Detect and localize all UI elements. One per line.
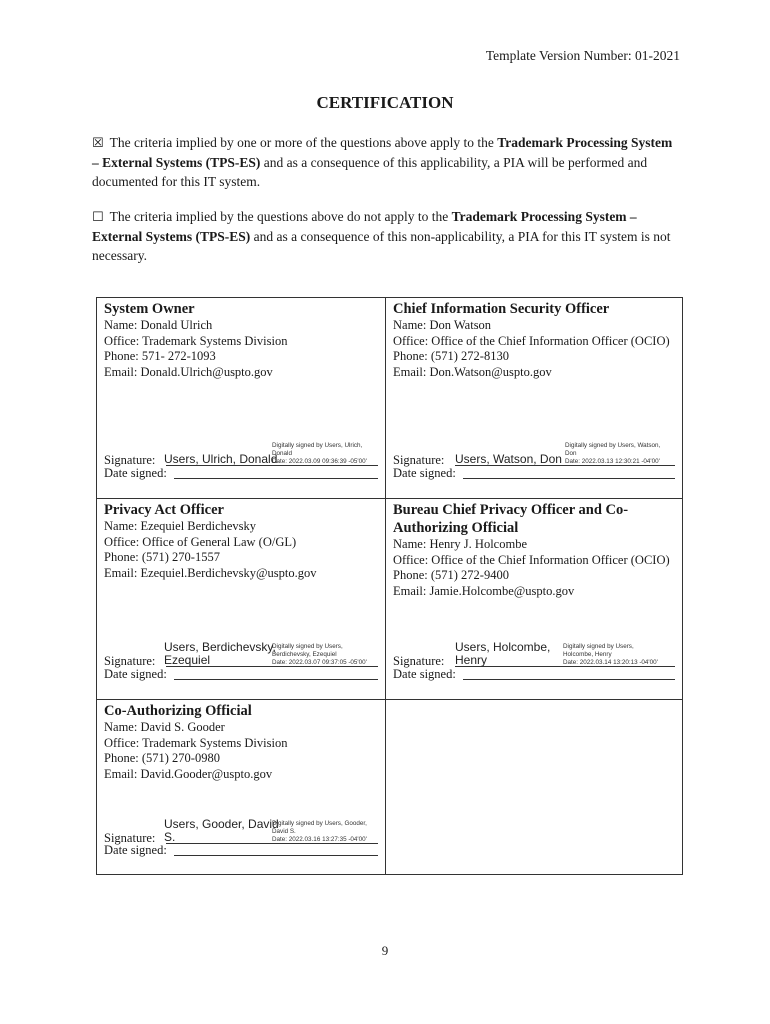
signature-row [393,629,675,669]
official-cell-bureau-chief-privacy-officer [386,499,683,700]
official-cell-co-authorizing-official [97,700,386,875]
official-role: Privacy Act Officer [104,502,224,518]
official-role: Chief Information Security Officer [393,301,610,317]
signer-name-line: Users, Watson, Don [455,452,562,466]
signature-label: Signature: [104,831,156,845]
official-info [104,702,378,782]
official-info [104,300,378,380]
official-cell-system-owner [97,298,386,499]
signer-name-line: Users, Berdichevsky, [164,640,276,654]
official-role: System Owner [104,301,195,317]
signature-detail-line: Digitally signed by Users, [563,643,634,650]
signature-row [104,428,378,468]
official-office: Office: Office of the Chief Information Officer (OCIO) [393,552,670,567]
checked-checkbox-icon[interactable]: ☒ [92,136,104,151]
official-info [104,501,378,581]
option-text-b: and as a consequence of this non-applicability, a PIA for this IT system is not necessary. [92,229,671,263]
option-text-b: and as a consequence of this applicability, a PIA will be performed and documented for this IT system. [92,155,648,189]
date-signed-label: Date signed: [104,843,167,857]
digital-signature-details [272,442,367,466]
official-email: Email: Donald.Ulrich@uspto.gov [104,364,273,379]
unchecked-checkbox-icon[interactable]: ☐ [92,210,104,225]
empty-cell [386,700,683,875]
signature-row [393,428,675,468]
official-role: Co-Authorizing Official [104,703,252,719]
official-role: Bureau Chief Privacy Officer and Co-Authorizing Official [393,502,629,536]
date-signed-row [104,465,378,481]
date-signed-field[interactable] [174,667,378,680]
date-signed-label: Date signed: [393,667,456,681]
date-signed-row [393,666,675,682]
official-email: Email: David.Gooder@uspto.gov [104,766,273,781]
signature-label: Signature: [393,453,445,467]
signature-detail-line: Digitally signed by Users, [272,643,343,650]
certification-option-not-applies [92,207,677,265]
signature-row [104,629,378,669]
signer-name-line: Users, Ulrich, Donald [164,452,278,466]
signature-detail-line: Digitally signed by Users, Gooder, [272,820,367,827]
official-email: Email: Jamie.Holcombe@uspto.gov [393,583,575,598]
digital-signature-details [272,820,367,844]
digital-signature-details [563,643,658,667]
date-signed-label: Date signed: [104,466,167,480]
official-phone: Phone: (571) 272-9400 [393,568,509,582]
official-info [393,501,675,599]
official-office: Office: Trademark Systems Division [104,333,288,348]
certification-title: CERTIFICATION [316,93,454,112]
official-phone: Phone: (571) 270-0980 [104,751,220,765]
date-signed-row [393,465,675,481]
signature-label: Signature: [393,654,445,668]
official-phone: Phone: (571) 272-8130 [393,349,509,363]
date-signed-field[interactable] [174,466,378,479]
date-signed-field[interactable] [463,667,675,680]
official-office: Office: Office of General Law (O/GL) [104,534,297,549]
signature-detail-line: David S. [272,828,296,835]
date-signed-field[interactable] [463,466,675,479]
digital-signature-details [272,643,367,667]
official-cell-privacy-act-officer [97,499,386,700]
signature-detail-line: Holcombe, Henry [563,651,612,658]
signature-detail-line: Digitally signed by Users, Watson, [565,442,661,449]
date-signed-row [104,842,378,858]
official-name: Name: Henry J. Holcombe [393,537,527,551]
signature-detail-line: Donald [272,450,292,457]
signature-detail-line: Berdichevsky, Ezequiel [272,651,337,658]
digital-signer-name [164,641,276,667]
signature-row [104,806,378,846]
date-signed-field[interactable] [174,843,378,856]
signature-detail-line: Date: 2022.03.13 12:30:21 -04'00' [565,458,660,465]
page-number: 9 [381,943,389,958]
date-signed-label: Date signed: [104,667,167,681]
official-email: Email: Ezequiel.Berdichevsky@uspto.gov [104,565,317,580]
official-cell-ciso [386,298,683,499]
signature-detail-line: Date: 2022.03.07 09:37:05 -05'00' [272,659,367,666]
certification-option-applies [92,133,677,191]
signer-name-line: S. [164,830,176,844]
signer-name-line: Ezequiel [164,653,211,667]
date-signed-label: Date signed: [393,466,456,480]
official-name: Name: Ezequiel Berdichevsky [104,519,257,533]
official-phone: Phone: (571) 270-1557 [104,550,220,564]
signature-label: Signature: [104,453,156,467]
signature-detail-line: Date: 2022.03.14 13:20:13 -04'00' [563,659,658,666]
signer-name-line: Henry [455,653,488,667]
signer-name-line: Users, Holcombe, [455,640,551,654]
official-phone: Phone: 571- 272-1093 [104,349,216,363]
digital-signature-details [565,442,660,466]
option-text-a: The criteria implied by the questions above do not apply to the [109,209,452,224]
signature-detail-line: Date: 2022.03.09 09:36:39 -05'00' [272,458,367,465]
system-name: Trademark Processing System – External Systems (TPS-ES) [92,209,637,244]
date-signed-row [104,666,378,682]
signature-detail-line: Don [565,450,577,457]
official-name: Name: Don Watson [393,318,492,332]
signer-name-line: Users, Gooder, David [164,817,279,831]
signature-table [96,297,683,875]
digital-signer-name [455,641,550,667]
official-info [393,300,675,380]
signature-detail-line: Date: 2022.03.16 13:27:35 -04'00' [272,836,367,843]
system-name: Trademark Processing System – External Systems (TPS-ES) [92,135,673,170]
digital-signer-name [164,818,279,844]
official-name: Name: David S. Gooder [104,720,225,734]
signature-label: Signature: [104,654,156,668]
official-name: Name: Donald Ulrich [104,318,213,332]
official-office: Office: Trademark Systems Division [104,735,288,750]
template-version: Template Version Number: 01-2021 [485,48,680,63]
signature-detail-line: Digitally signed by Users, Ulrich, [272,442,363,449]
official-email: Email: Don.Watson@uspto.gov [393,364,552,379]
option-text-a: The criteria implied by one or more of the questions above apply to the [109,135,498,150]
official-office: Office: Office of the Chief Information Officer (OCIO) [393,333,670,348]
